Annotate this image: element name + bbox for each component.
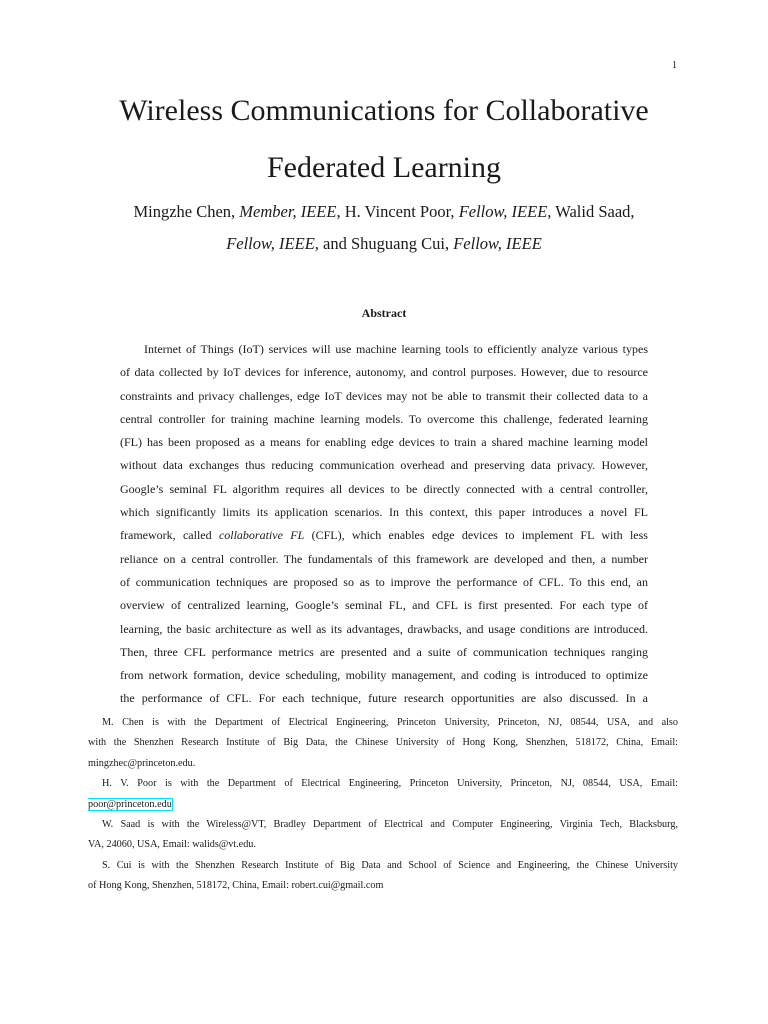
author-poor: , H. Vincent Poor, [336, 202, 459, 221]
abstract-line: reliance on a central controller. The fundamentals of this framework are developed and then, a number [120, 551, 648, 566]
footnote-line: W. Saad is with the Wireless@VT, Bradley Department of Electrical and Computer Engineering, Virginia Tech, Blacksburg, [102, 819, 678, 831]
abstract-line: the performance of CFL. For each technique, future research opportunities are also discussed. In a [120, 691, 648, 706]
title-line-2: Federated Learning [266, 151, 502, 184]
abstract-body [120, 338, 648, 711]
abstract-line: constraints and privacy challenges, edge IoT devices may not be able to transmit their collected data to a [120, 388, 648, 403]
author-chen: Mingzhe Chen, [133, 202, 240, 221]
abstract-line: Google’s seminal FL algorithm requires all devices to be directly connected with a central controller, [120, 481, 648, 496]
footnote-saad [88, 815, 678, 856]
author-saad: , Walid Saad, [547, 202, 635, 221]
author-cui-role: Fellow, IEEE [453, 234, 542, 253]
footnote-chen [88, 713, 678, 774]
page-number: 1 [672, 60, 677, 71]
abstract-line-part: (CFL), which enables edge devices to implement FL with less [304, 528, 648, 543]
abstract-line: of data collected by IoT devices for inference, autonomy, and control purposes. However, due to resource [120, 365, 648, 380]
author-poor-role: Fellow, IEEE [458, 202, 548, 221]
footnote-line: H. V. Poor is with the Department of Electrical Engineering, Princeton University, Princeton, NJ, 08544, USA, Email: [102, 778, 678, 790]
abstract-line: learning, the basic architecture as well as its advantages, drawbacks, and usage conditions are introduced. [120, 621, 648, 636]
abstract-line: Internet of Things (IoT) services will use machine learning tools to efficiently analyze various types [144, 342, 648, 356]
paper-title [0, 82, 768, 196]
abstract-line-part: framework, called [120, 528, 219, 543]
abstract-line: which significantly limits its application scenarios. In this context, this paper introduces a novel FL [120, 505, 648, 520]
footnote-line: mingzhec@princeton.edu. [88, 757, 196, 769]
abstract-line: (FL) has been proposed as a means for enabling edge devices to train a shared machine learning model [120, 435, 648, 450]
author-cui: , and Shuguang Cui, [314, 234, 454, 253]
author-saad-role: Fellow, IEEE [226, 234, 315, 253]
footnote-line: M. Chen is with the Department of Electrical Engineering, Princeton University, Princeton, NJ, 08544, USA, and also [102, 717, 678, 728]
footnote-line: VA, 24060, USA, Email: walids@vt.edu. [88, 839, 256, 851]
abstract-line: of communication techniques are proposed so as to improve the performance of CFL. To this end, an [120, 574, 648, 589]
author-chen-role: Member, IEEE [239, 202, 337, 221]
abstract-line [120, 524, 648, 547]
abstract-line: from network formation, device scheduling, mobility management, and coding is introduced to optimize [120, 668, 648, 683]
abstract-line: central controller for training machine learning models. To overcome this challenge, federated learning [120, 411, 648, 426]
footnote-line: with the Shenzhen Research Institute of Big Data, the Chinese University of Hong Kong, Shenzhen, 518172, China, Email: [88, 737, 678, 749]
title-line-1: Wireless Communications for Collaborative [119, 94, 649, 127]
footnote-line: of Hong Kong, Shenzhen, 518172, China, Email: robert.cui@gmail.com [88, 880, 384, 892]
abstract-term-cfl: collaborative FL [218, 528, 305, 543]
abstract-heading: Abstract [361, 306, 407, 320]
author-line-2 [0, 228, 768, 260]
footnote-line: S. Cui is with the Shenzhen Research Institute of Big Data and School of Science and Engineering, the Chinese University [102, 859, 678, 871]
affiliation-footnotes [88, 713, 678, 897]
poor-email-link[interactable]: poor@princeton.edu [88, 798, 172, 810]
footnote-poor [88, 774, 678, 815]
author-line-1 [0, 196, 768, 228]
abstract-line: without data exchanges thus reducing communication overhead and preserving data privacy. However, [120, 458, 648, 473]
abstract-line: overview of centralized learning, Google’s seminal FL, and CFL is first presented. For each type of [120, 598, 648, 613]
abstract-line: Then, three CFL performance metrics are presented and a suite of communication techniques ranging [120, 644, 648, 659]
footnote-line [88, 795, 678, 815]
footnote-cui [88, 856, 678, 897]
author-list [0, 196, 768, 260]
